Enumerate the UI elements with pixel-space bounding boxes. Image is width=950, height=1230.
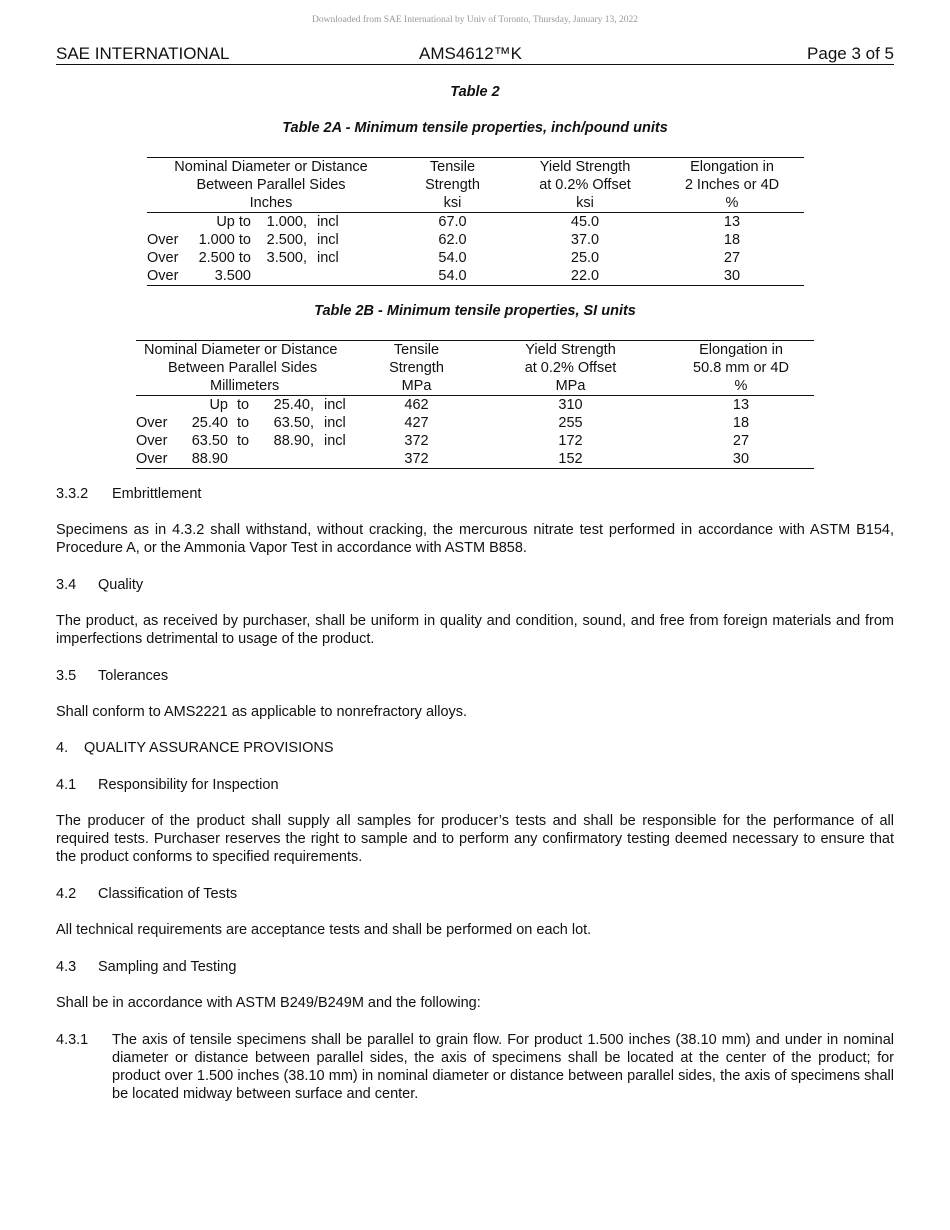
table-row <box>136 432 814 450</box>
section-heading-3-5 <box>56 667 168 685</box>
section-heading-4 <box>56 739 334 757</box>
section-number: 4.1 <box>56 777 77 793</box>
row-incl <box>307 267 395 286</box>
row-incl: incl <box>324 433 346 449</box>
row-to <box>251 267 307 286</box>
row-to-word: to <box>236 433 250 449</box>
row-elongation: 13 <box>732 397 750 413</box>
header-cell: Nominal Diameter or Distance <box>147 158 395 177</box>
row-yield: 45.0 <box>570 214 600 230</box>
row-elongation: 27 <box>723 250 741 266</box>
row-yield: 172 <box>558 433 583 449</box>
row-tensile: 462 <box>404 397 429 413</box>
download-watermark: Downloaded from SAE International by Univ of Toronto, Thursday, January 13, 2022 <box>311 15 639 25</box>
section-title: QUALITY ASSURANCE PROVISIONS <box>84 740 334 756</box>
row-from: 3.500 <box>191 267 251 286</box>
section-number: 4.3 <box>56 959 77 975</box>
row-from: 63.50 <box>191 433 228 449</box>
row-qualifier: Over <box>147 267 191 286</box>
header-doc-number: AMS4612™K <box>419 44 522 63</box>
table-row <box>136 450 814 469</box>
header-cell: Inches <box>147 194 395 213</box>
row-elongation: 18 <box>732 415 750 431</box>
section-body-4-1: The producer of the product shall supply all samples for producer’s tests and shall be responsible for the performance of all required tests. Purchaser reserves the right to sample and to perform any confirmatory testing deemed necessary to ensure that the product conforms to specified requirements. <box>56 813 894 865</box>
header-cell: Elongation in <box>668 341 814 360</box>
table-header-row <box>136 377 814 396</box>
row-tensile: 67.0 <box>438 214 467 230</box>
row-from: Up <box>209 397 228 413</box>
row-to: 2.500, <box>266 232 307 248</box>
section-number: 4. <box>56 740 69 756</box>
row-to-word: to <box>236 397 250 413</box>
section-body-4-2: All technical requirements are acceptance tests and shall be performed on each lot. <box>56 922 592 938</box>
header-cell: ksi <box>510 194 660 213</box>
row-to: 63.50, <box>273 415 314 431</box>
row-tensile: 372 <box>404 433 429 449</box>
section-title: Quality <box>98 577 144 593</box>
row-qualifier: Over <box>136 433 168 449</box>
section-body-4-3-1: The axis of tensile specimens shall be parallel to grain flow. For product 1.500 inches (38.10 mm) and under in nominal diameter or distance between parallel sides, the axis of specimens shall be located at the center of the product; for product over 1.500 inches (38.10 mm) in nominal diameter or distance between parallel sides, the axis of specimens shall be located midway between surface and center. <box>112 1032 894 1102</box>
section-heading-3-3-2 <box>56 485 201 503</box>
row-tensile: 54.0 <box>438 250 467 266</box>
section-heading-4-3 <box>56 958 236 976</box>
table-row <box>136 414 814 432</box>
section-heading-3-4 <box>56 576 143 594</box>
header-cell: 2 Inches or 4D <box>684 177 780 193</box>
header-cell: MPa <box>360 377 473 396</box>
section-4-3-1 <box>56 1031 894 1103</box>
row-to: 3.500, <box>266 250 307 266</box>
section-title: Sampling and Testing <box>98 959 237 975</box>
header-cell: MPa <box>473 377 668 396</box>
header-cell: Strength <box>425 177 480 193</box>
section-number: 3.4 <box>56 577 77 593</box>
row-qualifier <box>147 213 191 232</box>
row-tensile: 372 <box>360 450 473 469</box>
table-row <box>147 249 804 267</box>
table-header-row <box>136 359 814 377</box>
row-incl: incl <box>317 250 339 266</box>
header-cell: at 0.2% Offset <box>539 177 631 193</box>
table-header-row <box>147 176 804 194</box>
row-to: 1.000, <box>266 214 307 230</box>
header-cell: % <box>668 377 814 396</box>
table-2-title: Table 2 <box>450 84 500 100</box>
row-qualifier: Over <box>136 450 182 469</box>
table-header-row <box>147 194 804 213</box>
row-qualifier: Over <box>147 232 179 248</box>
row-to-word <box>228 450 258 469</box>
row-elongation: 18 <box>723 232 741 248</box>
section-title: Embrittlement <box>112 486 202 502</box>
row-tensile: 427 <box>404 415 429 431</box>
row-yield: 152 <box>473 450 668 469</box>
row-tensile: 62.0 <box>438 232 467 248</box>
header-cell: Yield Strength <box>510 158 660 177</box>
row-from: 88.90 <box>182 450 228 469</box>
header-cell: Tensile <box>360 341 473 360</box>
row-yield: 22.0 <box>510 267 660 286</box>
header-cell: Tensile <box>395 158 510 177</box>
row-yield: 37.0 <box>570 232 600 248</box>
row-qualifier <box>136 396 182 415</box>
table-row <box>136 396 814 415</box>
row-qualifier: Over <box>147 250 179 266</box>
section-body-3-3-2: Specimens as in 4.3.2 shall withstand, without cracking, the mercurous nitrate test performed in accordance with ASTM B154, Procedure A, or the Ammonia Vapor Test in accordance with ASTM B858. <box>56 522 894 556</box>
row-from: 1.000 to <box>198 232 251 248</box>
row-tensile: 54.0 <box>395 267 510 286</box>
header-publisher: SAE INTERNATIONAL <box>56 44 230 63</box>
table-2a-title: Table 2A - Minimum tensile properties, inch/pound units <box>282 120 668 136</box>
row-to: 25.40, <box>273 397 314 413</box>
section-number: 4.3.1 <box>56 1032 89 1048</box>
row-elongation: 13 <box>723 214 741 230</box>
row-incl: incl <box>317 232 339 248</box>
header-cell: Strength <box>389 360 444 376</box>
row-incl: incl <box>324 415 346 431</box>
row-elongation: 27 <box>732 433 750 449</box>
table-2b <box>136 340 814 469</box>
header-cell: 50.8 mm or 4D <box>693 360 789 376</box>
row-incl <box>314 450 360 469</box>
row-yield: 25.0 <box>570 250 600 266</box>
header-page-number: Page 3 of 5 <box>807 44 894 63</box>
section-title: Tolerances <box>98 668 169 684</box>
row-elongation: 30 <box>660 267 804 286</box>
section-number: 3.5 <box>56 668 77 684</box>
header-cell: Elongation in <box>660 158 804 177</box>
table-row <box>147 231 804 249</box>
table-header-row <box>147 158 804 177</box>
table-row <box>147 267 804 286</box>
section-heading-4-2 <box>56 885 237 903</box>
header-cell: Yield Strength <box>473 341 668 360</box>
row-elongation: 30 <box>668 450 814 469</box>
header-cell: ksi <box>395 194 510 213</box>
section-heading-4-1 <box>56 776 279 794</box>
header-cell: % <box>660 194 804 213</box>
header-cell: Nominal Diameter or Distance <box>136 341 360 360</box>
section-body-3-5: Shall conform to AMS2221 as applicable to nonrefractory alloys. <box>56 704 468 720</box>
header-cell: Between Parallel Sides <box>196 177 346 193</box>
row-to <box>258 450 314 469</box>
header-cell: Millimeters <box>136 377 360 396</box>
section-number: 3.3.2 <box>56 486 89 502</box>
header-cell: at 0.2% Offset <box>524 360 617 376</box>
table-header-row <box>136 341 814 360</box>
row-incl: incl <box>317 214 339 230</box>
section-number: 4.2 <box>56 886 77 902</box>
section-title: Classification of Tests <box>98 886 238 902</box>
table-2a <box>147 157 804 286</box>
page-header <box>56 44 894 65</box>
table-2b-title: Table 2B - Minimum tensile properties, SI units <box>314 303 636 319</box>
section-body-3-4: The product, as received by purchaser, shall be uniform in quality and condition, sound, and free from foreign materials and from imperfections detrimental to usage of the product. <box>56 613 894 647</box>
row-yield: 310 <box>558 397 583 413</box>
row-incl: incl <box>324 397 346 413</box>
row-to-word: to <box>236 415 250 431</box>
row-from: 2.500 to <box>198 250 251 266</box>
row-to: 88.90, <box>273 433 314 449</box>
row-yield: 255 <box>558 415 583 431</box>
section-title: Responsibility for Inspection <box>98 777 279 793</box>
row-from: Up to <box>216 214 251 230</box>
row-qualifier: Over <box>136 415 168 431</box>
header-cell: Between Parallel Sides <box>168 360 318 376</box>
row-from: 25.40 <box>191 415 228 431</box>
section-body-4-3: Shall be in accordance with ASTM B249/B249M and the following: <box>56 995 481 1011</box>
table-row <box>147 213 804 232</box>
